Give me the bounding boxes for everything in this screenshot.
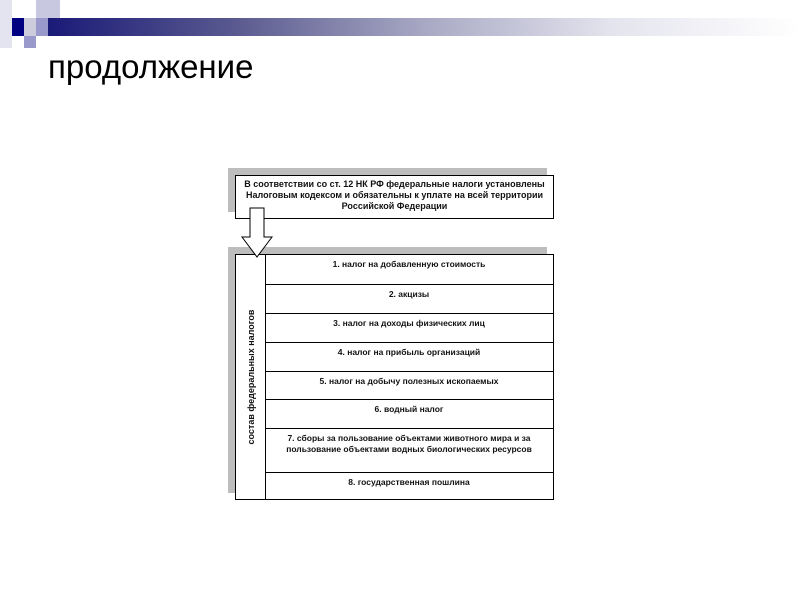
side-label: состав федеральных налогов <box>245 309 256 445</box>
decor-square <box>24 36 36 48</box>
header-box: В соответствии со ст. 12 НК РФ федеральные налоги установлены Налоговым кодексом и обязательны к уплате на всей территории Российской Федерации <box>235 175 554 219</box>
list-item: 2. акцизы <box>265 284 553 313</box>
slide-title: продолжение <box>48 48 254 85</box>
list-item: 5. налог на добычу полезных ископаемых <box>265 371 553 399</box>
down-arrow-icon <box>240 207 274 259</box>
list-item: 3. налог на доходы физических лиц <box>265 313 553 342</box>
decor-square <box>36 0 60 18</box>
decor-square <box>0 0 12 48</box>
decor-square <box>24 18 36 36</box>
list-item: 1. налог на добавленную стоимость <box>332 259 486 269</box>
decor-square <box>36 18 48 36</box>
list-item: 6. водный налог <box>265 399 553 428</box>
decor-square <box>12 18 24 36</box>
federal-taxes-list <box>235 254 554 500</box>
side-label-column <box>236 255 266 499</box>
list-item: 7. сборы за пользование объектами животного мира и за пользование объектами водных биологических ресурсов <box>265 428 553 472</box>
list-item: 4. налог на прибыль организаций <box>265 342 553 371</box>
header-gradient-bar <box>48 18 800 36</box>
list-item: 8. государственная пошлина <box>265 472 553 501</box>
